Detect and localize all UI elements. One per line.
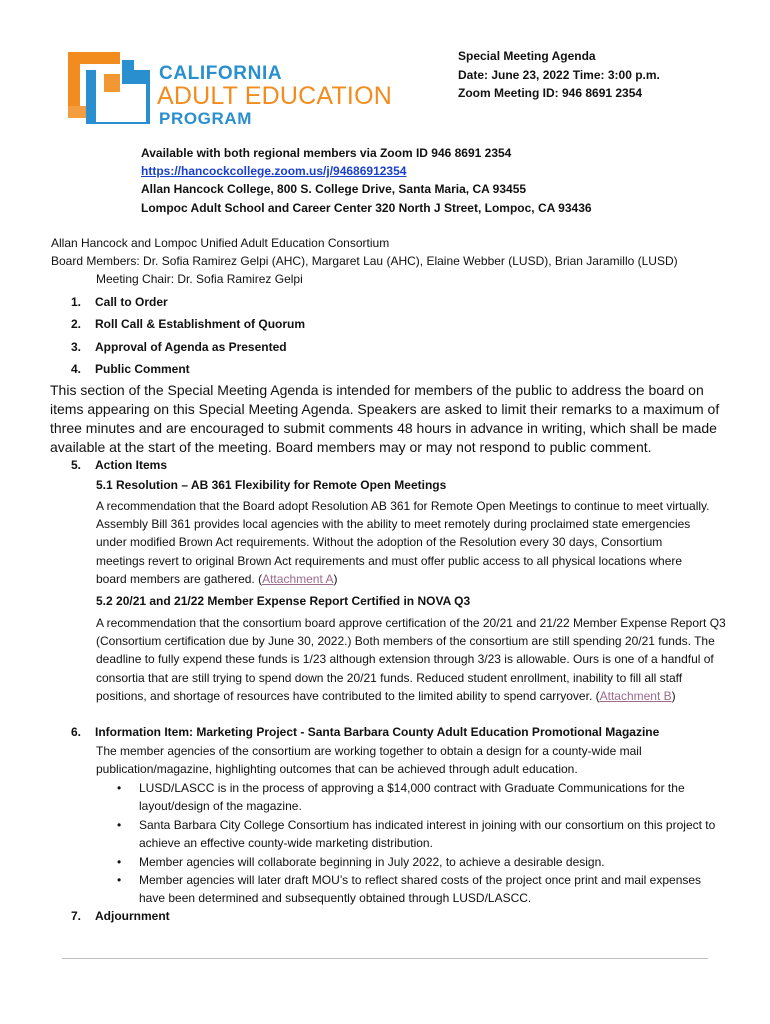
consortium-name: Allan Hancock and Lompoc Unified Adult Education Consortium bbox=[51, 236, 390, 250]
logo-line2: ADULT EDUCATION bbox=[157, 82, 392, 110]
meeting-chair: Meeting Chair: Dr. Sofia Ramirez Gelpi bbox=[96, 272, 303, 286]
section-5-1-title: 5.1 Resolution – AB 361 Flexibility for Remote Open Meetings bbox=[96, 478, 447, 492]
agenda-title: Special Meeting Agenda bbox=[458, 49, 596, 63]
zoom-meeting-id: Zoom Meeting ID: 946 8691 2354 bbox=[458, 86, 643, 100]
logo-line3: PROGRAM bbox=[159, 109, 252, 128]
info-intro-text: The member agencies of the consortium are working together to obtain a design for a county-wide mail publication/magazine, highlighting outcomes that can be achieved through adult education. bbox=[96, 744, 642, 777]
section-5-1-text: A recommendation that the Board adopt Resolution AB 361 for Remote Open Meetings to continue to meet virtually. Assembly Bill 361 provides local agencies with the ability to meet remotely during proclaimed state emergencies under modified Brown Act requirements. Without the adoption of the Resolution every 30 days, Consortium meetings revert to original Brown Act requirements and must offer public access to all physical locations where board members are gathered. (Attachment A) bbox=[96, 499, 710, 586]
board-members: Board Members: Dr. Sofia Ramirez Gelpi (AHC), Margaret Lau (AHC), Elaine Webber (LUSD), Brian Jaramillo (LUSD) bbox=[51, 254, 678, 268]
meeting-date-time: Date: June 23, 2022 Time: 3:00 p.m. bbox=[458, 68, 660, 82]
address-hancock: Allan Hancock College, 800 S. College Drive, Santa Maria, CA 93455 bbox=[141, 182, 527, 196]
address-lompoc: Lompoc Adult School and Career Center 320 North J Street, Lompoc, CA 93436 bbox=[141, 201, 592, 215]
public-comment-text: This section of the Special Meeting Agenda is intended for members of the public to address the board on items appearing on this Special Meeting Agenda. Speakers are asked to limit their remarks to a maximum of three minutes and are encouraged to submit comments 48 hours in advance in writing, which shall be made available at the start of the meeting. Board members may or may not respond to public comment. bbox=[50, 382, 720, 455]
attachment-a-link[interactable]: Attachment A bbox=[262, 571, 334, 586]
logo-mark-icon bbox=[64, 48, 154, 128]
zoom-link[interactable]: https://hancockcollege.zoom.us/j/94686912354 bbox=[141, 164, 407, 178]
section-5-2-title: 5.2 20/21 and 21/22 Member Expense Report Certified in NOVA Q3 bbox=[96, 594, 471, 608]
footer-divider bbox=[62, 958, 708, 959]
logo-line1: CALIFORNIA bbox=[159, 63, 283, 84]
zoom-availability: Available with both regional members via Zoom ID 946 8691 2354 bbox=[141, 146, 512, 160]
attachment-b-link[interactable]: Attachment B bbox=[599, 688, 672, 703]
section-5-2-text: A recommendation that the consortium board approve certification of the 20/21 and 21/22 Member Expense Report Q3 (Consortium certification due by June 30, 2022.) Both members of the consortium are still spending 20/21 funds. The deadline to fully expend these funds is 1/23 although extension through 3/23 is allowable. Ours is one of a handful of consortia that are still trying to spend down the 20/21 funds. Reduced student enrollment, inability to fill all staff positions, and shortage of resources have contributed to the limited ability to spend carryover. (Attachment B) bbox=[96, 616, 726, 703]
